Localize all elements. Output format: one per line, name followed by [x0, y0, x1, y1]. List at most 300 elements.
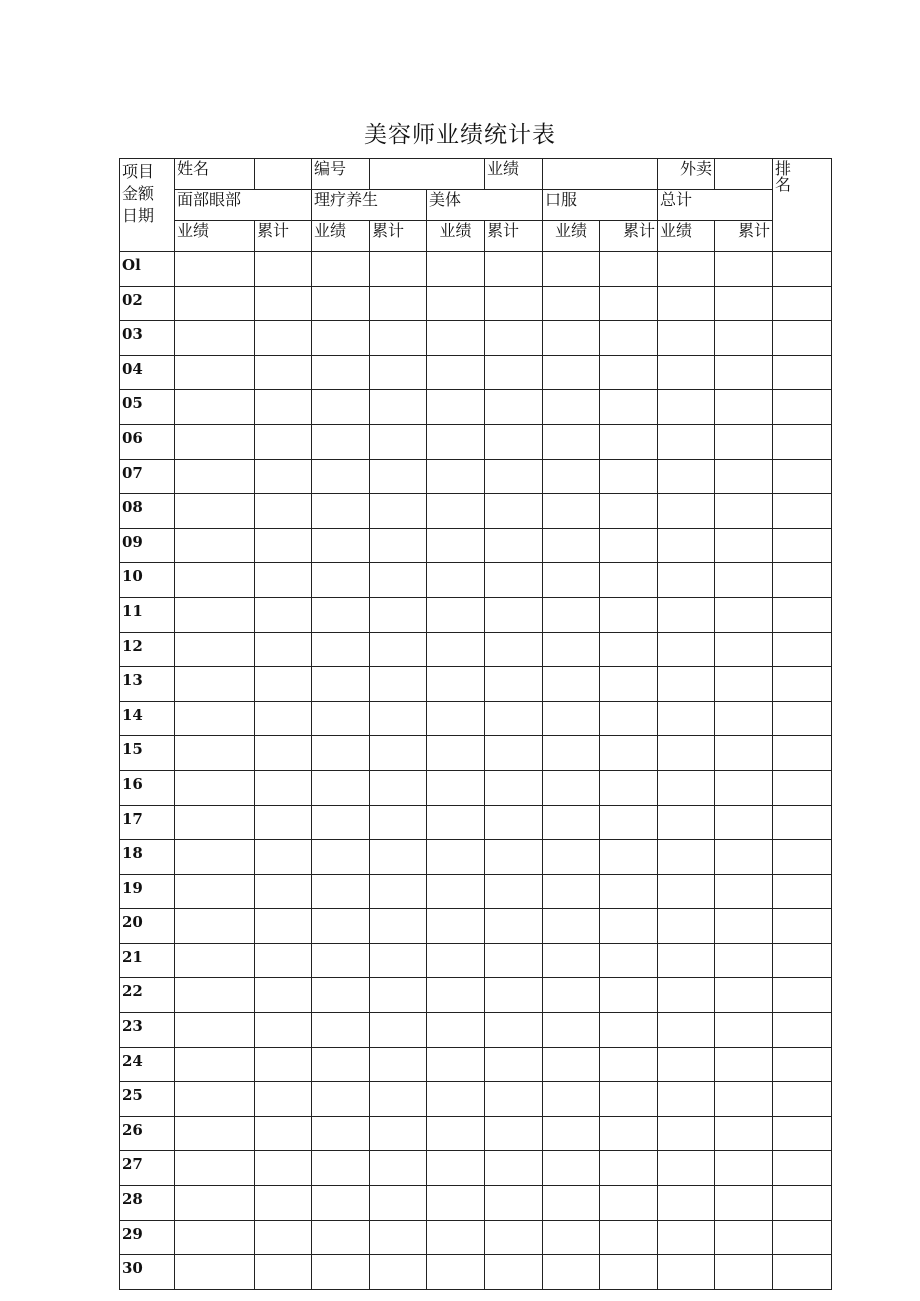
entry-cell[interactable]	[312, 597, 370, 632]
entry-cell[interactable]	[773, 1082, 832, 1117]
entry-cell[interactable]	[773, 252, 832, 287]
entry-cell[interactable]	[715, 1013, 773, 1048]
entry-cell[interactable]	[600, 770, 658, 805]
entry-cell[interactable]	[543, 943, 600, 978]
entry-cell[interactable]	[427, 805, 485, 840]
entry-cell[interactable]	[600, 597, 658, 632]
entry-cell[interactable]	[715, 874, 773, 909]
entry-cell[interactable]	[312, 978, 370, 1013]
entry-cell[interactable]	[773, 563, 832, 598]
entry-cell[interactable]	[485, 874, 543, 909]
entry-cell[interactable]	[658, 632, 715, 667]
entry-cell[interactable]	[312, 1116, 370, 1151]
entry-cell[interactable]	[255, 667, 312, 702]
entry-cell[interactable]	[715, 1082, 773, 1117]
entry-cell[interactable]	[485, 252, 543, 287]
entry-cell[interactable]	[312, 874, 370, 909]
entry-cell[interactable]	[485, 390, 543, 425]
entry-cell[interactable]	[543, 597, 600, 632]
entry-cell[interactable]	[427, 390, 485, 425]
entry-cell[interactable]	[312, 252, 370, 287]
entry-cell[interactable]	[715, 1047, 773, 1082]
entry-cell[interactable]	[485, 840, 543, 875]
entry-cell[interactable]	[175, 563, 255, 598]
entry-cell[interactable]	[312, 528, 370, 563]
entry-cell[interactable]	[312, 1013, 370, 1048]
entry-cell[interactable]	[427, 1220, 485, 1255]
entry-cell[interactable]	[485, 909, 543, 944]
entry-cell[interactable]	[485, 597, 543, 632]
entry-cell[interactable]	[658, 494, 715, 529]
entry-cell[interactable]	[175, 1220, 255, 1255]
entry-cell[interactable]	[658, 252, 715, 287]
entry-cell[interactable]	[600, 1013, 658, 1048]
entry-cell[interactable]	[485, 286, 543, 321]
entry-cell[interactable]	[175, 1082, 255, 1117]
entry-cell[interactable]	[175, 632, 255, 667]
entry-cell[interactable]	[543, 1013, 600, 1048]
entry-cell[interactable]	[543, 805, 600, 840]
entry-cell[interactable]	[600, 874, 658, 909]
entry-cell[interactable]	[485, 494, 543, 529]
entry-cell[interactable]	[427, 528, 485, 563]
entry-cell[interactable]	[715, 943, 773, 978]
entry-cell[interactable]	[427, 632, 485, 667]
entry-cell[interactable]	[312, 943, 370, 978]
entry-cell[interactable]	[255, 1082, 312, 1117]
entry-cell[interactable]	[175, 667, 255, 702]
entry-cell[interactable]	[485, 355, 543, 390]
entry-cell[interactable]	[773, 943, 832, 978]
entry-cell[interactable]	[715, 252, 773, 287]
entry-cell[interactable]	[658, 424, 715, 459]
entry-cell[interactable]	[543, 459, 600, 494]
entry-cell[interactable]	[658, 943, 715, 978]
entry-cell[interactable]	[175, 459, 255, 494]
entry-cell[interactable]	[312, 563, 370, 598]
entry-cell[interactable]	[255, 528, 312, 563]
entry-cell[interactable]	[600, 805, 658, 840]
entry-cell[interactable]	[600, 736, 658, 771]
entry-cell[interactable]	[485, 321, 543, 356]
entry-cell[interactable]	[658, 978, 715, 1013]
entry-cell[interactable]	[255, 978, 312, 1013]
entry-cell[interactable]	[312, 321, 370, 356]
entry-cell[interactable]	[485, 1116, 543, 1151]
entry-cell[interactable]	[773, 805, 832, 840]
entry-cell[interactable]	[427, 355, 485, 390]
entry-cell[interactable]	[175, 736, 255, 771]
entry-cell[interactable]	[600, 459, 658, 494]
entry-cell[interactable]	[312, 632, 370, 667]
entry-cell[interactable]	[658, 1116, 715, 1151]
entry-cell[interactable]	[485, 1255, 543, 1290]
entry-cell[interactable]	[485, 667, 543, 702]
entry-cell[interactable]	[427, 563, 485, 598]
entry-cell[interactable]	[543, 1116, 600, 1151]
entry-cell[interactable]	[715, 701, 773, 736]
entry-cell[interactable]	[255, 874, 312, 909]
entry-cell[interactable]	[312, 667, 370, 702]
entry-cell[interactable]	[370, 252, 427, 287]
entry-cell[interactable]	[715, 390, 773, 425]
entry-cell[interactable]	[175, 321, 255, 356]
entry-cell[interactable]	[773, 701, 832, 736]
entry-cell[interactable]	[543, 667, 600, 702]
entry-cell[interactable]	[312, 1047, 370, 1082]
entry-cell[interactable]	[715, 632, 773, 667]
entry-cell[interactable]	[773, 1255, 832, 1290]
entry-cell[interactable]	[773, 528, 832, 563]
entry-cell[interactable]	[312, 736, 370, 771]
entry-cell[interactable]	[255, 736, 312, 771]
entry-cell[interactable]	[255, 770, 312, 805]
entry-cell[interactable]	[485, 1013, 543, 1048]
entry-cell[interactable]	[370, 805, 427, 840]
entry-cell[interactable]	[658, 701, 715, 736]
entry-cell[interactable]	[370, 597, 427, 632]
entry-cell[interactable]	[255, 1186, 312, 1221]
entry-cell[interactable]	[255, 321, 312, 356]
entry-cell[interactable]	[175, 1255, 255, 1290]
entry-cell[interactable]	[427, 321, 485, 356]
entry-cell[interactable]	[255, 1151, 312, 1186]
entry-cell[interactable]	[658, 736, 715, 771]
entry-cell[interactable]	[255, 943, 312, 978]
performance-value-cell[interactable]	[543, 159, 658, 190]
entry-cell[interactable]	[175, 943, 255, 978]
entry-cell[interactable]	[658, 770, 715, 805]
entry-cell[interactable]	[485, 701, 543, 736]
entry-cell[interactable]	[255, 1047, 312, 1082]
entry-cell[interactable]	[658, 1047, 715, 1082]
entry-cell[interactable]	[773, 909, 832, 944]
entry-cell[interactable]	[543, 632, 600, 667]
entry-cell[interactable]	[370, 736, 427, 771]
entry-cell[interactable]	[255, 805, 312, 840]
entry-cell[interactable]	[773, 1116, 832, 1151]
entry-cell[interactable]	[370, 528, 427, 563]
entry-cell[interactable]	[175, 978, 255, 1013]
entry-cell[interactable]	[485, 1220, 543, 1255]
entry-cell[interactable]	[255, 1013, 312, 1048]
entry-cell[interactable]	[600, 978, 658, 1013]
entry-cell[interactable]	[255, 840, 312, 875]
entry-cell[interactable]	[773, 321, 832, 356]
entry-cell[interactable]	[370, 459, 427, 494]
entry-cell[interactable]	[658, 390, 715, 425]
entry-cell[interactable]	[427, 1047, 485, 1082]
entry-cell[interactable]	[312, 494, 370, 529]
entry-cell[interactable]	[658, 1151, 715, 1186]
entry-cell[interactable]	[715, 1220, 773, 1255]
entry-cell[interactable]	[370, 1047, 427, 1082]
entry-cell[interactable]	[370, 770, 427, 805]
entry-cell[interactable]	[427, 667, 485, 702]
entry-cell[interactable]	[600, 1255, 658, 1290]
name-value-cell[interactable]	[255, 159, 312, 190]
entry-cell[interactable]	[485, 528, 543, 563]
entry-cell[interactable]	[427, 943, 485, 978]
entry-cell[interactable]	[543, 840, 600, 875]
entry-cell[interactable]	[773, 840, 832, 875]
entry-cell[interactable]	[773, 770, 832, 805]
entry-cell[interactable]	[600, 424, 658, 459]
entry-cell[interactable]	[600, 632, 658, 667]
entry-cell[interactable]	[312, 701, 370, 736]
entry-cell[interactable]	[715, 667, 773, 702]
entry-cell[interactable]	[658, 1013, 715, 1048]
entry-cell[interactable]	[370, 424, 427, 459]
entry-cell[interactable]	[715, 355, 773, 390]
entry-cell[interactable]	[175, 252, 255, 287]
entry-cell[interactable]	[715, 321, 773, 356]
entry-cell[interactable]	[175, 1013, 255, 1048]
entry-cell[interactable]	[543, 321, 600, 356]
entry-cell[interactable]	[600, 909, 658, 944]
entry-cell[interactable]	[773, 874, 832, 909]
entry-cell[interactable]	[600, 355, 658, 390]
entry-cell[interactable]	[255, 597, 312, 632]
entry-cell[interactable]	[370, 667, 427, 702]
entry-cell[interactable]	[485, 1186, 543, 1221]
entry-cell[interactable]	[773, 424, 832, 459]
entry-cell[interactable]	[370, 1082, 427, 1117]
entry-cell[interactable]	[543, 494, 600, 529]
entry-cell[interactable]	[312, 1082, 370, 1117]
entry-cell[interactable]	[175, 909, 255, 944]
entry-cell[interactable]	[370, 874, 427, 909]
entry-cell[interactable]	[715, 1116, 773, 1151]
entry-cell[interactable]	[600, 701, 658, 736]
entry-cell[interactable]	[175, 390, 255, 425]
entry-cell[interactable]	[427, 840, 485, 875]
entry-cell[interactable]	[255, 252, 312, 287]
entry-cell[interactable]	[658, 563, 715, 598]
entry-cell[interactable]	[312, 355, 370, 390]
entry-cell[interactable]	[773, 1013, 832, 1048]
entry-cell[interactable]	[715, 459, 773, 494]
entry-cell[interactable]	[312, 909, 370, 944]
entry-cell[interactable]	[255, 494, 312, 529]
entry-cell[interactable]	[175, 597, 255, 632]
entry-cell[interactable]	[175, 805, 255, 840]
entry-cell[interactable]	[543, 736, 600, 771]
entry-cell[interactable]	[370, 286, 427, 321]
entry-cell[interactable]	[370, 1116, 427, 1151]
entry-cell[interactable]	[658, 667, 715, 702]
entry-cell[interactable]	[600, 252, 658, 287]
entry-cell[interactable]	[427, 252, 485, 287]
entry-cell[interactable]	[543, 252, 600, 287]
entry-cell[interactable]	[255, 632, 312, 667]
entry-cell[interactable]	[255, 1220, 312, 1255]
entry-cell[interactable]	[543, 701, 600, 736]
entry-cell[interactable]	[600, 1151, 658, 1186]
entry-cell[interactable]	[485, 1082, 543, 1117]
entry-cell[interactable]	[658, 840, 715, 875]
entry-cell[interactable]	[543, 909, 600, 944]
entry-cell[interactable]	[175, 1047, 255, 1082]
entry-cell[interactable]	[370, 1220, 427, 1255]
entry-cell[interactable]	[175, 874, 255, 909]
entry-cell[interactable]	[485, 736, 543, 771]
entry-cell[interactable]	[370, 563, 427, 598]
entry-cell[interactable]	[543, 528, 600, 563]
entry-cell[interactable]	[658, 874, 715, 909]
entry-cell[interactable]	[312, 1220, 370, 1255]
entry-cell[interactable]	[175, 528, 255, 563]
entry-cell[interactable]	[600, 1220, 658, 1255]
entry-cell[interactable]	[715, 1255, 773, 1290]
entry-cell[interactable]	[255, 390, 312, 425]
entry-cell[interactable]	[543, 355, 600, 390]
entry-cell[interactable]	[312, 1186, 370, 1221]
entry-cell[interactable]	[658, 286, 715, 321]
entry-cell[interactable]	[543, 1047, 600, 1082]
entry-cell[interactable]	[485, 1151, 543, 1186]
entry-cell[interactable]	[175, 770, 255, 805]
entry-cell[interactable]	[773, 459, 832, 494]
entry-cell[interactable]	[600, 563, 658, 598]
entry-cell[interactable]	[543, 1255, 600, 1290]
entry-cell[interactable]	[255, 286, 312, 321]
entry-cell[interactable]	[255, 909, 312, 944]
takeout-value-cell[interactable]	[715, 159, 773, 190]
entry-cell[interactable]	[427, 874, 485, 909]
entry-cell[interactable]	[485, 632, 543, 667]
entry-cell[interactable]	[427, 597, 485, 632]
entry-cell[interactable]	[312, 805, 370, 840]
entry-cell[interactable]	[175, 1116, 255, 1151]
entry-cell[interactable]	[543, 390, 600, 425]
entry-cell[interactable]	[773, 632, 832, 667]
entry-cell[interactable]	[370, 701, 427, 736]
entry-cell[interactable]	[543, 1186, 600, 1221]
entry-cell[interactable]	[658, 1082, 715, 1117]
entry-cell[interactable]	[658, 459, 715, 494]
entry-cell[interactable]	[773, 667, 832, 702]
entry-cell[interactable]	[312, 770, 370, 805]
entry-cell[interactable]	[658, 1220, 715, 1255]
entry-cell[interactable]	[255, 1116, 312, 1151]
entry-cell[interactable]	[658, 528, 715, 563]
entry-cell[interactable]	[427, 1116, 485, 1151]
entry-cell[interactable]	[543, 770, 600, 805]
entry-cell[interactable]	[715, 424, 773, 459]
entry-cell[interactable]	[175, 840, 255, 875]
entry-cell[interactable]	[773, 1186, 832, 1221]
entry-cell[interactable]	[255, 424, 312, 459]
entry-cell[interactable]	[773, 978, 832, 1013]
entry-cell[interactable]	[370, 840, 427, 875]
entry-cell[interactable]	[312, 840, 370, 875]
entry-cell[interactable]	[543, 286, 600, 321]
entry-cell[interactable]	[427, 909, 485, 944]
entry-cell[interactable]	[773, 355, 832, 390]
entry-cell[interactable]	[658, 355, 715, 390]
entry-cell[interactable]	[600, 286, 658, 321]
entry-cell[interactable]	[312, 286, 370, 321]
entry-cell[interactable]	[715, 736, 773, 771]
entry-cell[interactable]	[175, 494, 255, 529]
entry-cell[interactable]	[715, 528, 773, 563]
entry-cell[interactable]	[255, 1255, 312, 1290]
entry-cell[interactable]	[600, 321, 658, 356]
entry-cell[interactable]	[427, 978, 485, 1013]
entry-cell[interactable]	[485, 563, 543, 598]
entry-cell[interactable]	[175, 701, 255, 736]
entry-cell[interactable]	[427, 1151, 485, 1186]
entry-cell[interactable]	[255, 563, 312, 598]
entry-cell[interactable]	[255, 701, 312, 736]
entry-cell[interactable]	[175, 355, 255, 390]
entry-cell[interactable]	[600, 1116, 658, 1151]
entry-cell[interactable]	[370, 390, 427, 425]
entry-cell[interactable]	[427, 770, 485, 805]
entry-cell[interactable]	[715, 494, 773, 529]
entry-cell[interactable]	[658, 1255, 715, 1290]
entry-cell[interactable]	[715, 770, 773, 805]
entry-cell[interactable]	[370, 1013, 427, 1048]
entry-cell[interactable]	[427, 1082, 485, 1117]
entry-cell[interactable]	[658, 1186, 715, 1221]
entry-cell[interactable]	[175, 1186, 255, 1221]
entry-cell[interactable]	[427, 1186, 485, 1221]
entry-cell[interactable]	[255, 459, 312, 494]
entry-cell[interactable]	[600, 390, 658, 425]
entry-cell[interactable]	[485, 978, 543, 1013]
entry-cell[interactable]	[485, 1047, 543, 1082]
entry-cell[interactable]	[427, 286, 485, 321]
entry-cell[interactable]	[773, 1047, 832, 1082]
entry-cell[interactable]	[370, 1255, 427, 1290]
entry-cell[interactable]	[658, 909, 715, 944]
entry-cell[interactable]	[543, 874, 600, 909]
entry-cell[interactable]	[312, 1255, 370, 1290]
entry-cell[interactable]	[715, 286, 773, 321]
entry-cell[interactable]	[485, 459, 543, 494]
entry-cell[interactable]	[175, 424, 255, 459]
entry-cell[interactable]	[370, 355, 427, 390]
entry-cell[interactable]	[715, 840, 773, 875]
entry-cell[interactable]	[600, 1082, 658, 1117]
entry-cell[interactable]	[370, 321, 427, 356]
number-value-cell[interactable]	[370, 159, 485, 190]
entry-cell[interactable]	[427, 1013, 485, 1048]
entry-cell[interactable]	[543, 978, 600, 1013]
entry-cell[interactable]	[658, 597, 715, 632]
entry-cell[interactable]	[773, 736, 832, 771]
entry-cell[interactable]	[715, 805, 773, 840]
entry-cell[interactable]	[312, 390, 370, 425]
entry-cell[interactable]	[600, 494, 658, 529]
entry-cell[interactable]	[370, 943, 427, 978]
entry-cell[interactable]	[485, 770, 543, 805]
entry-cell[interactable]	[370, 1186, 427, 1221]
entry-cell[interactable]	[715, 909, 773, 944]
entry-cell[interactable]	[600, 943, 658, 978]
entry-cell[interactable]	[543, 424, 600, 459]
entry-cell[interactable]	[773, 597, 832, 632]
entry-cell[interactable]	[715, 1151, 773, 1186]
entry-cell[interactable]	[658, 805, 715, 840]
entry-cell[interactable]	[773, 286, 832, 321]
entry-cell[interactable]	[427, 701, 485, 736]
entry-cell[interactable]	[600, 528, 658, 563]
entry-cell[interactable]	[427, 494, 485, 529]
entry-cell[interactable]	[773, 494, 832, 529]
